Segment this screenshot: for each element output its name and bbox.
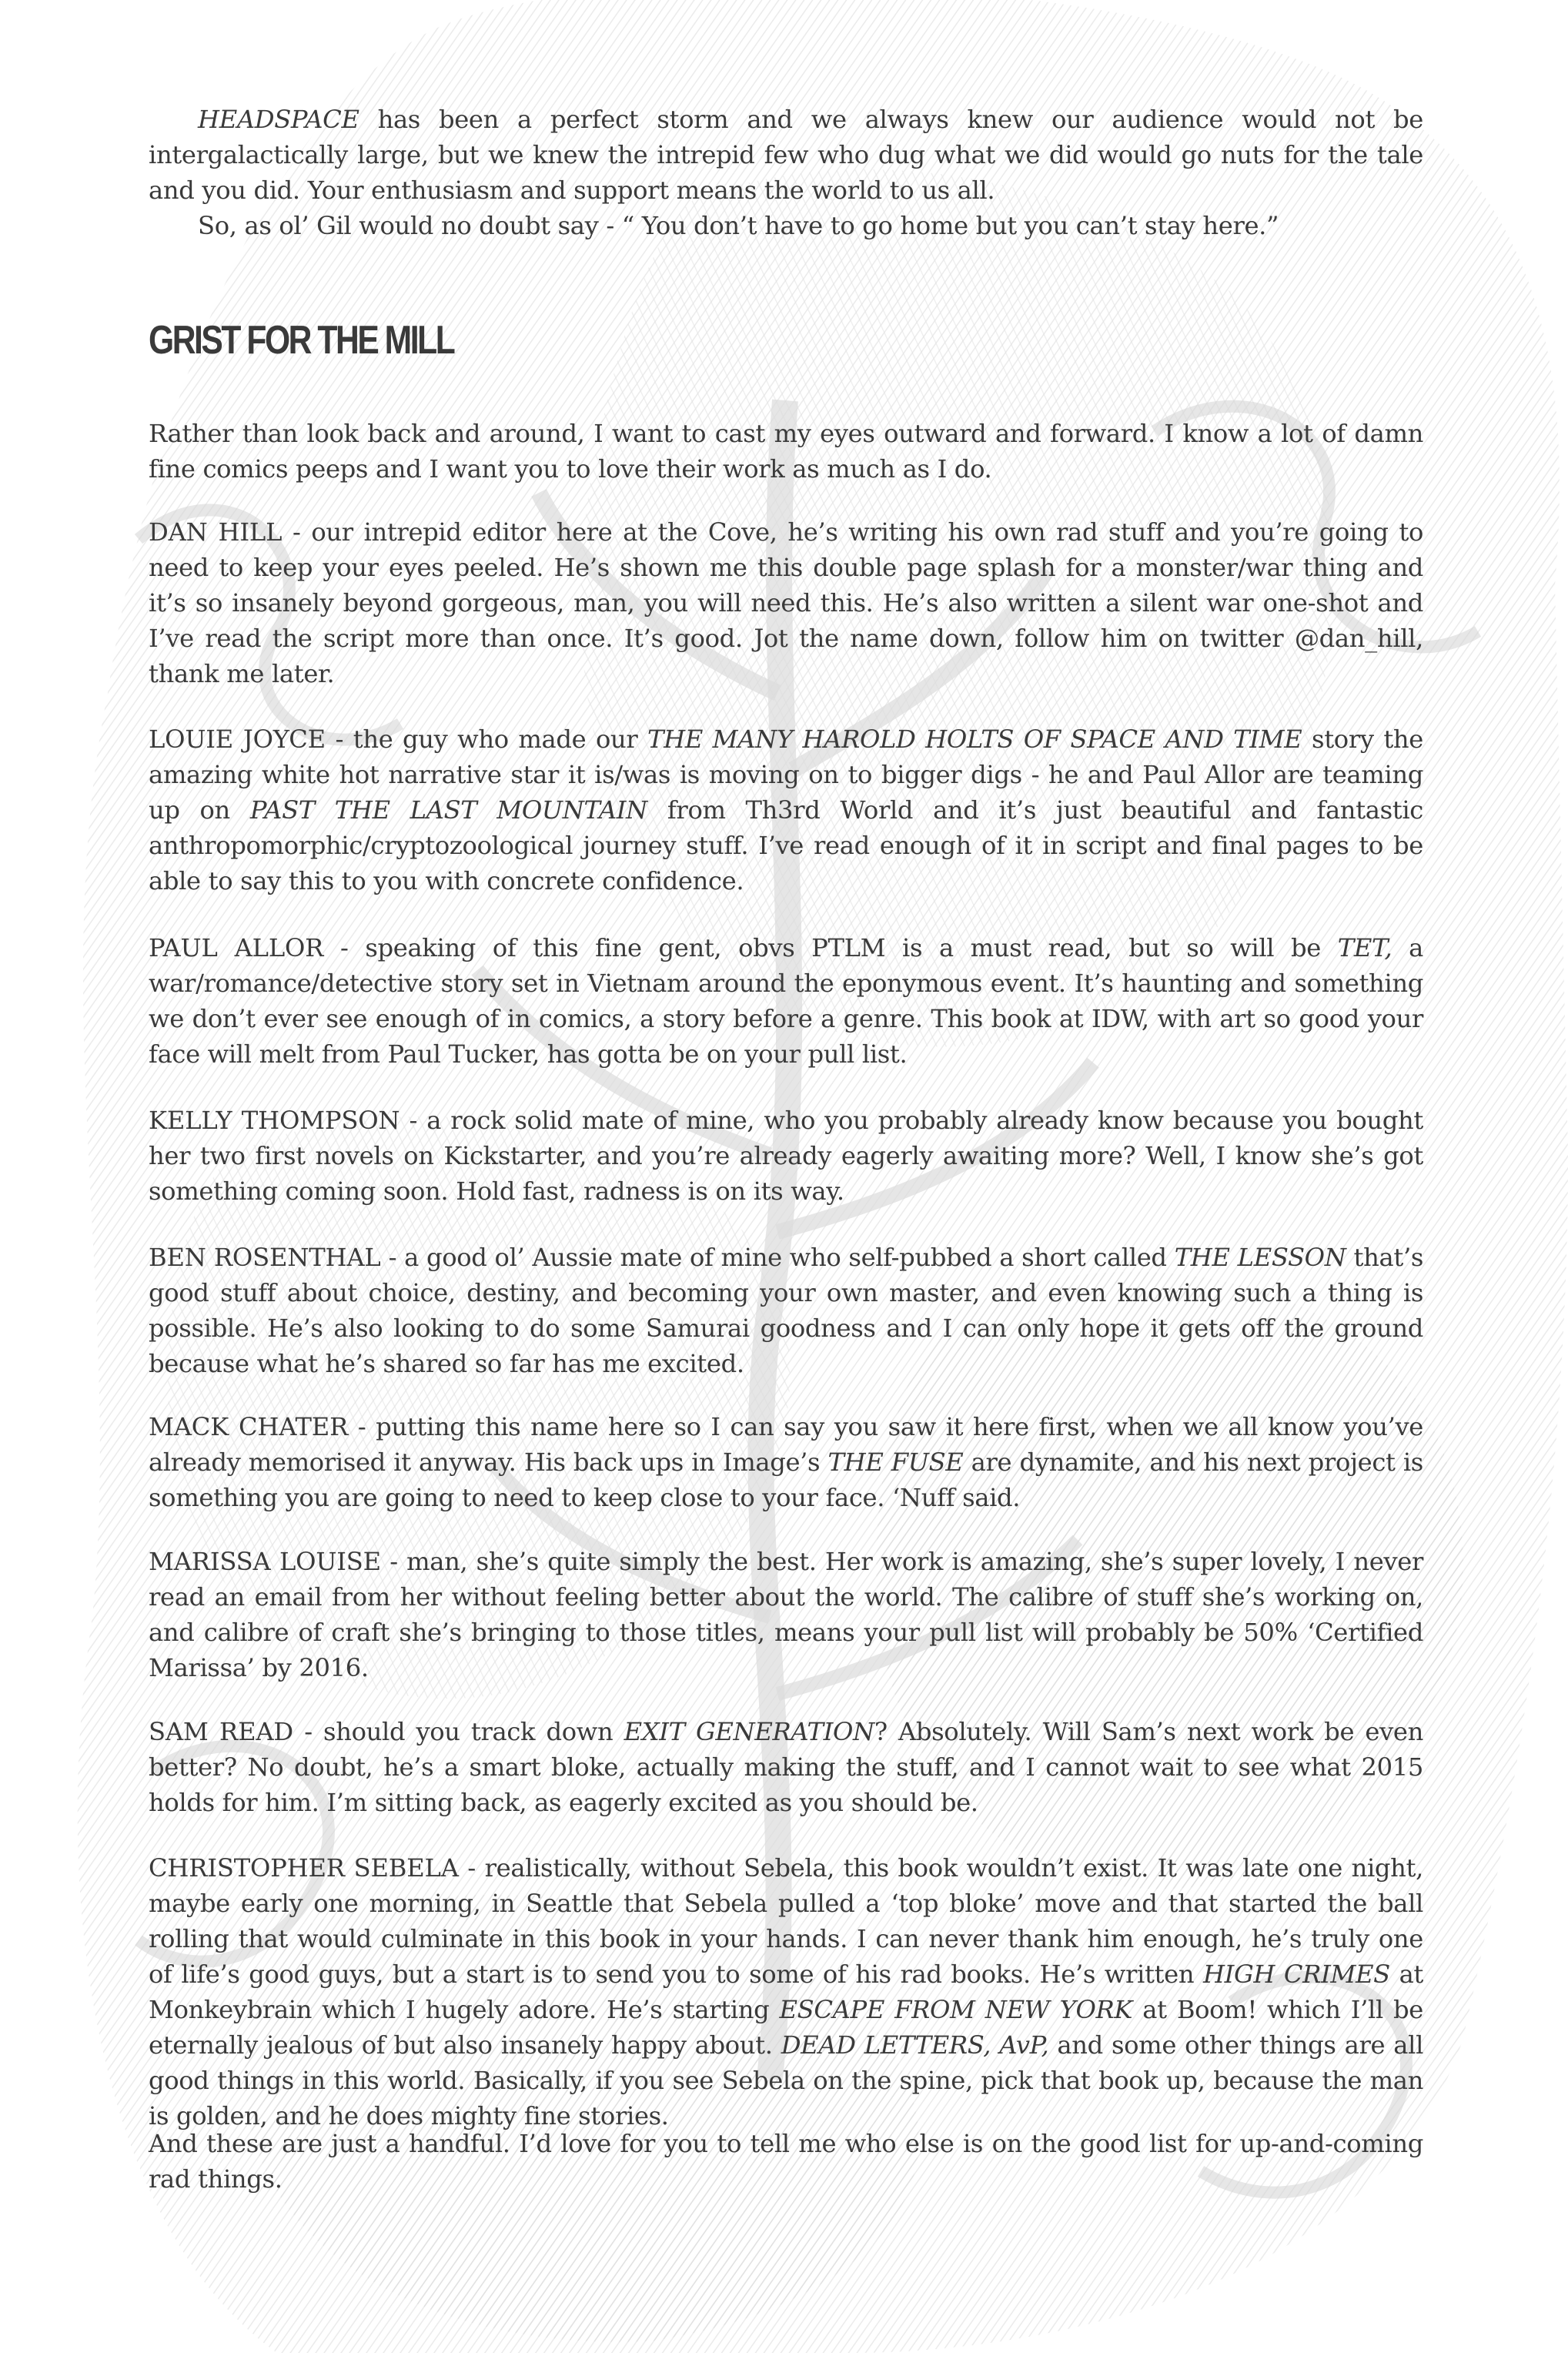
person-name: MACK CHATER <box>149 1412 349 1441</box>
book-title: TET, <box>1337 933 1392 962</box>
intro-paragraph-2: So, as ol’ Gil would no doubt say - “ You don’t have to go home but you can’t stay here.” <box>198 211 1279 240</box>
section-heading: GRIST FOR THE MILL <box>149 318 454 363</box>
book-title: HIGH CRIMES <box>1202 1960 1390 1989</box>
book-title: THE LESSON <box>1174 1243 1346 1272</box>
person-name: KELLY THOMPSON <box>149 1106 400 1135</box>
paragraph-dan-hill: DAN HILL - our intrepid editor here at the Cove, he’s writing his own rad stuff and you’re going to need to keep your eyes peeled. He’s shown me this double page splash for a monster/war thing and it’s so insanely beyond gorgeous, man, you will need this. He’s also written a silent war one-shot and I’ve read the script more than once. It’s good. Jot the name down, follow him on twitter @dan_hill, thank me later. <box>149 517 1423 688</box>
book-title: PAST THE LAST MOUNTAIN <box>249 795 647 825</box>
book-title: THE FUSE <box>827 1448 964 1477</box>
paragraph-opening: Rather than look back and around, I want to cast my eyes outward and forward. I know a lot of damn fine comics peeps and I want you to love their work as much as I do. <box>149 419 1423 484</box>
paragraph-louie-joyce: LOUIE JOYCE - the guy who made our THE MANY HAROLD HOLTS OF SPACE AND TIME story the amazing white hot narrative star it is/was is moving on to bigger digs - he and Paul Allor are teaming up on PAST THE LAST MOUNTAIN from Th3rd World and it’s just beautiful and fantastic anthropomorphic/cryptozoological journey stuff. I’ve read enough of it in script and final pages to be able to say this to you with concrete confidence. <box>149 725 1423 895</box>
paragraph-closing: And these are just a handful. I’d love for you to tell me who else is on the good list for up-and-coming rad things. <box>149 2129 1423 2194</box>
book-title: DEAD LETTERS, AvP, <box>781 2030 1049 2060</box>
paragraph-marissa-louise: MARISSA LOUISE - man, she’s quite simply the best. Her work is amazing, she’s super lovely, I never read an email from her without feeling better about the world. The calibre of stuff she’s working on, and calibre of craft she’s bringing to those titles, means your pull list will probably be 50% ‘Certified Marissa’ by 2016. <box>149 1547 1423 1682</box>
book-title: ESCAPE FROM NEW YORK <box>779 1995 1133 2024</box>
paragraph-mack-chater: MACK CHATER - putting this name here so I can say you saw it here first, when we all know you’ve already memorised it anyway. His back ups in Image’s THE FUSE are dynamite, and his next project is something you are going to need to keep close to your face. ‘Nuff said. <box>149 1412 1424 1512</box>
paragraph-ben-rosenthal: BEN ROSENTHAL - a good ol’ Aussie mate of mine who self-pubbed a short called THE LESSON that’s good stuff about choice, destiny, and becoming your own master, and even knowing such a thing is possible. He’s also looking to do some Samurai goodness and I can only hope it gets off the ground because what he’s shared so far has me excited. <box>149 1243 1423 1378</box>
intro-section <box>149 102 1423 243</box>
title-headspace: HEADSPACE <box>198 105 359 134</box>
paragraph-kelly-thompson: KELLY THOMPSON - a rock solid mate of mine, who you probably already know because you bought her two first novels on Kickstarter, and you’re already eagerly awaiting more? Well, I know she’s got something coming soon. Hold fast, radness is on its way. <box>149 1106 1423 1206</box>
person-name: PAUL ALLOR <box>149 933 324 962</box>
person-name: CHRISTOPHER SEBELA <box>149 1853 459 1883</box>
person-name: MARISSA LOUISE <box>149 1547 381 1576</box>
paragraph-sam-read: SAM READ - should you track down EXIT GENERATION? Absolutely. Will Sam’s next work be even better? No doubt, he’s a smart bloke, actually making the stuff, and I cannot wait to see what 2015 holds for him. I’m sitting back, as eagerly excited as you should be. <box>149 1717 1423 1817</box>
person-name: SAM READ <box>149 1717 294 1746</box>
book-title: THE MANY HAROLD HOLTS OF SPACE AND TIME <box>647 725 1302 754</box>
intro-paragraph-1: HEADSPACE has been a perfect storm and we always knew our audience would not be intergalactically large, but we knew the intrepid few who dug what we did would go nuts for the tale and you did. Your enthusiasm and support means the world to us all. <box>149 105 1423 205</box>
paragraph-christopher-sebela: CHRISTOPHER SEBELA - realistically, without Sebela, this book wouldn’t exist. It was late one night, maybe early one morning, in Seattle that Sebela pulled a ‘top bloke’ move and that started the ball rolling that would culminate in this book in your hands. I can never thank him enough, he’s truly one of life’s good guys, but a start is to send you to some of his rad books. He’s written HIGH CRIMES at Monkeybrain which I hugely adore. He’s starting ESCAPE FROM NEW YORK at Boom! which I’ll be eternally jealous of but also insanely happy about. DEAD LETTERS, AvP, and some other things are all good things in this world. Basically, if you see Sebela on the spine, pick that book up, because the man is golden, and he does mighty fine stories. <box>149 1853 1424 2130</box>
paragraph-paul-allor: PAUL ALLOR - speaking of this fine gent, obvs PTLM is a must read, but so will be TET, a war/romance/detective story set in Vietnam around the eponymous event. It’s haunting and something we don’t ever see enough of in comics, a story before a genre. This book at IDW, with art so good your face will melt from Paul Tucker, has gotta be on your pull list. <box>149 933 1423 1069</box>
person-name: DAN HILL <box>149 517 283 547</box>
book-title: EXIT GENERATION <box>624 1717 874 1746</box>
person-name: LOUIE JOYCE <box>149 725 326 754</box>
person-name: BEN ROSENTHAL <box>149 1243 381 1272</box>
